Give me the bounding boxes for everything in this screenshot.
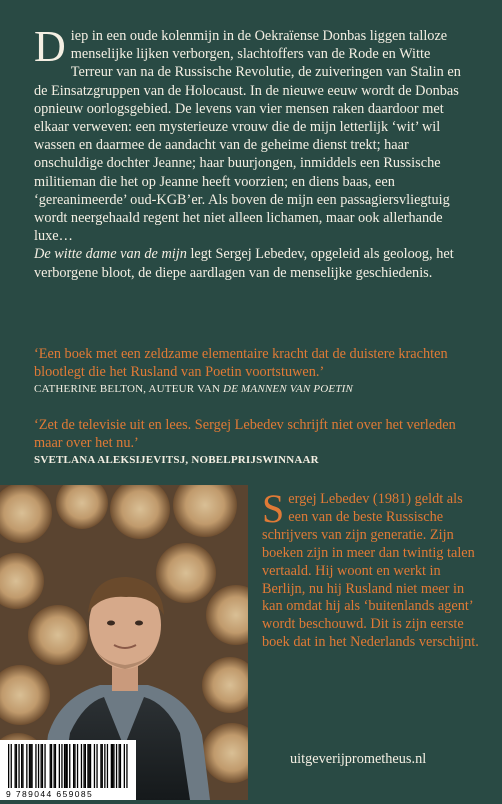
barcode-bar [116, 744, 117, 788]
barcode-bar [29, 744, 30, 788]
barcode-bar [38, 744, 39, 788]
barcode-bar [67, 744, 68, 788]
barcode-bar [22, 744, 23, 788]
barcode-bar [102, 744, 103, 788]
quote-text: ‘Een boek met een zeldzame elementaire kracht dat de duistere krachten blootlegt die het Rusland van Poetin voortstuwen.’ [34, 346, 448, 380]
barcode-bar [69, 744, 70, 788]
quote-author-name: SVETLANA ALEKSIJEVITSJ, NOBELPRIJSWINNAAR [34, 454, 319, 466]
quote-author-work: DE MANNEN VAN POETIN [223, 383, 354, 395]
barcode-bar [96, 744, 97, 788]
book-title: De witte dame van de mijn [34, 246, 187, 263]
barcode-bar [16, 744, 17, 788]
synopsis-text: iep in een oude kolenmijn in de Oekraïense Donbas liggen talloze menselijke lijken verborgen, slachtoffers van de Rode en Witte Terreur van na de Russische Revolutie, de zuiveringen van Stalin en de Einsatzgruppen van de Holocaust. In de nieuwe eeuw wordt de Donbas opnieuw oorlogsgebied. De levens van vier mensen raken daardoor met elkaar verweven: een mysterieuze vrouw die de mijn letterlijk ‘wit’ wil wassen en daarmee de aandacht van de geheime dienst trekt; haar onschuldige dochter Jeanne; haar buurjongen, inmiddels een Russische militieman die het op Jeanne heeft voorzien; en diens baas, een ‘gereanimeerde’ oud-KGB’er. Als boven de mijn een passagiersvliegtuig wordt neergehaald regent het niet alleen lichamen, maar ook allerhande luxe… [34, 28, 461, 245]
barcode-bar [90, 744, 91, 788]
review-quote [34, 346, 474, 397]
quote-text: ‘Zet de televisie uit en lees. Sergej Lebedev schrijft niet over het verleden maar over het nu.’ [34, 417, 456, 451]
barcode-bar [18, 744, 19, 788]
barcode-bar [124, 744, 125, 788]
isbn-number: 9 789044 659085 [6, 789, 94, 799]
barcode-bar [51, 744, 52, 788]
barcode-bar [61, 744, 62, 788]
quote-author [34, 382, 474, 397]
barcode-bar [94, 744, 95, 788]
barcode-bar [44, 744, 45, 788]
barcode-bar [65, 744, 66, 788]
barcode-bar [42, 744, 43, 788]
barcode-bar [126, 744, 127, 788]
barcode-bar [55, 744, 56, 788]
author-bio-text: ergej Lebedev (1981) geldt als een van de beste Russische schrijvers van zijn generatie. Zijn boeken zijn in meer dan twintig talen vertaald. Hij woont en werkt in Berlijn, nu hij Rusland niet meer in kan omdat hij als ‘buitenlands agent’ wordt beschouwd. Dit is zijn eerste boek dat in het Nederlands verschijnt. [262, 491, 479, 651]
barcode-bar [54, 744, 55, 788]
barcode-bar [100, 744, 101, 788]
synopsis-paragraph-2 [34, 245, 474, 281]
barcode-bar [21, 744, 22, 788]
quote-author [34, 453, 474, 468]
barcode-bar [112, 744, 113, 788]
barcode-bar [120, 744, 121, 788]
synopsis [34, 22, 474, 282]
barcode-bar [81, 744, 82, 788]
barcode-bar [111, 744, 112, 788]
barcode-bar [31, 744, 32, 788]
barcode-bar [74, 744, 75, 788]
barcode-bar [73, 744, 74, 788]
author-bio [262, 486, 482, 652]
barcode-bar [35, 744, 36, 788]
barcode-bar [50, 744, 51, 788]
barcode-bar [104, 744, 105, 788]
barcode-bar [11, 744, 12, 788]
barcode-bar [87, 744, 88, 788]
barcode-bar [107, 744, 108, 788]
barcode-bar [8, 744, 9, 788]
barcode-bar [83, 744, 84, 788]
barcode-bar [64, 744, 65, 788]
isbn-barcode [0, 740, 136, 800]
barcode-bar [30, 744, 31, 788]
drop-cap-initial: D [34, 22, 66, 71]
barcode-bar [41, 744, 42, 788]
barcode-bar [15, 744, 16, 788]
barcode-bar [77, 744, 78, 788]
barcode-bar [89, 744, 90, 788]
barcode-bar [59, 744, 60, 788]
synopsis-text-2: legt Sergej Lebedev, opgeleid als geoloog, het verborgene bloot, de diepe aardlagen van de menselijke geschiedenis. [34, 246, 454, 281]
quote-author-name: CATHERINE BELTON, AUTEUR VAN [34, 383, 224, 395]
drop-cap-initial: S [262, 486, 285, 531]
barcode-bar [113, 744, 114, 788]
barcode-bar [85, 744, 86, 788]
synopsis-paragraph-1 [34, 22, 474, 245]
review-quote [34, 417, 474, 468]
barcode-bar [119, 744, 120, 788]
publisher-website[interactable]: uitgeverijprometheus.nl [290, 751, 427, 767]
barcode-bar [26, 744, 27, 788]
